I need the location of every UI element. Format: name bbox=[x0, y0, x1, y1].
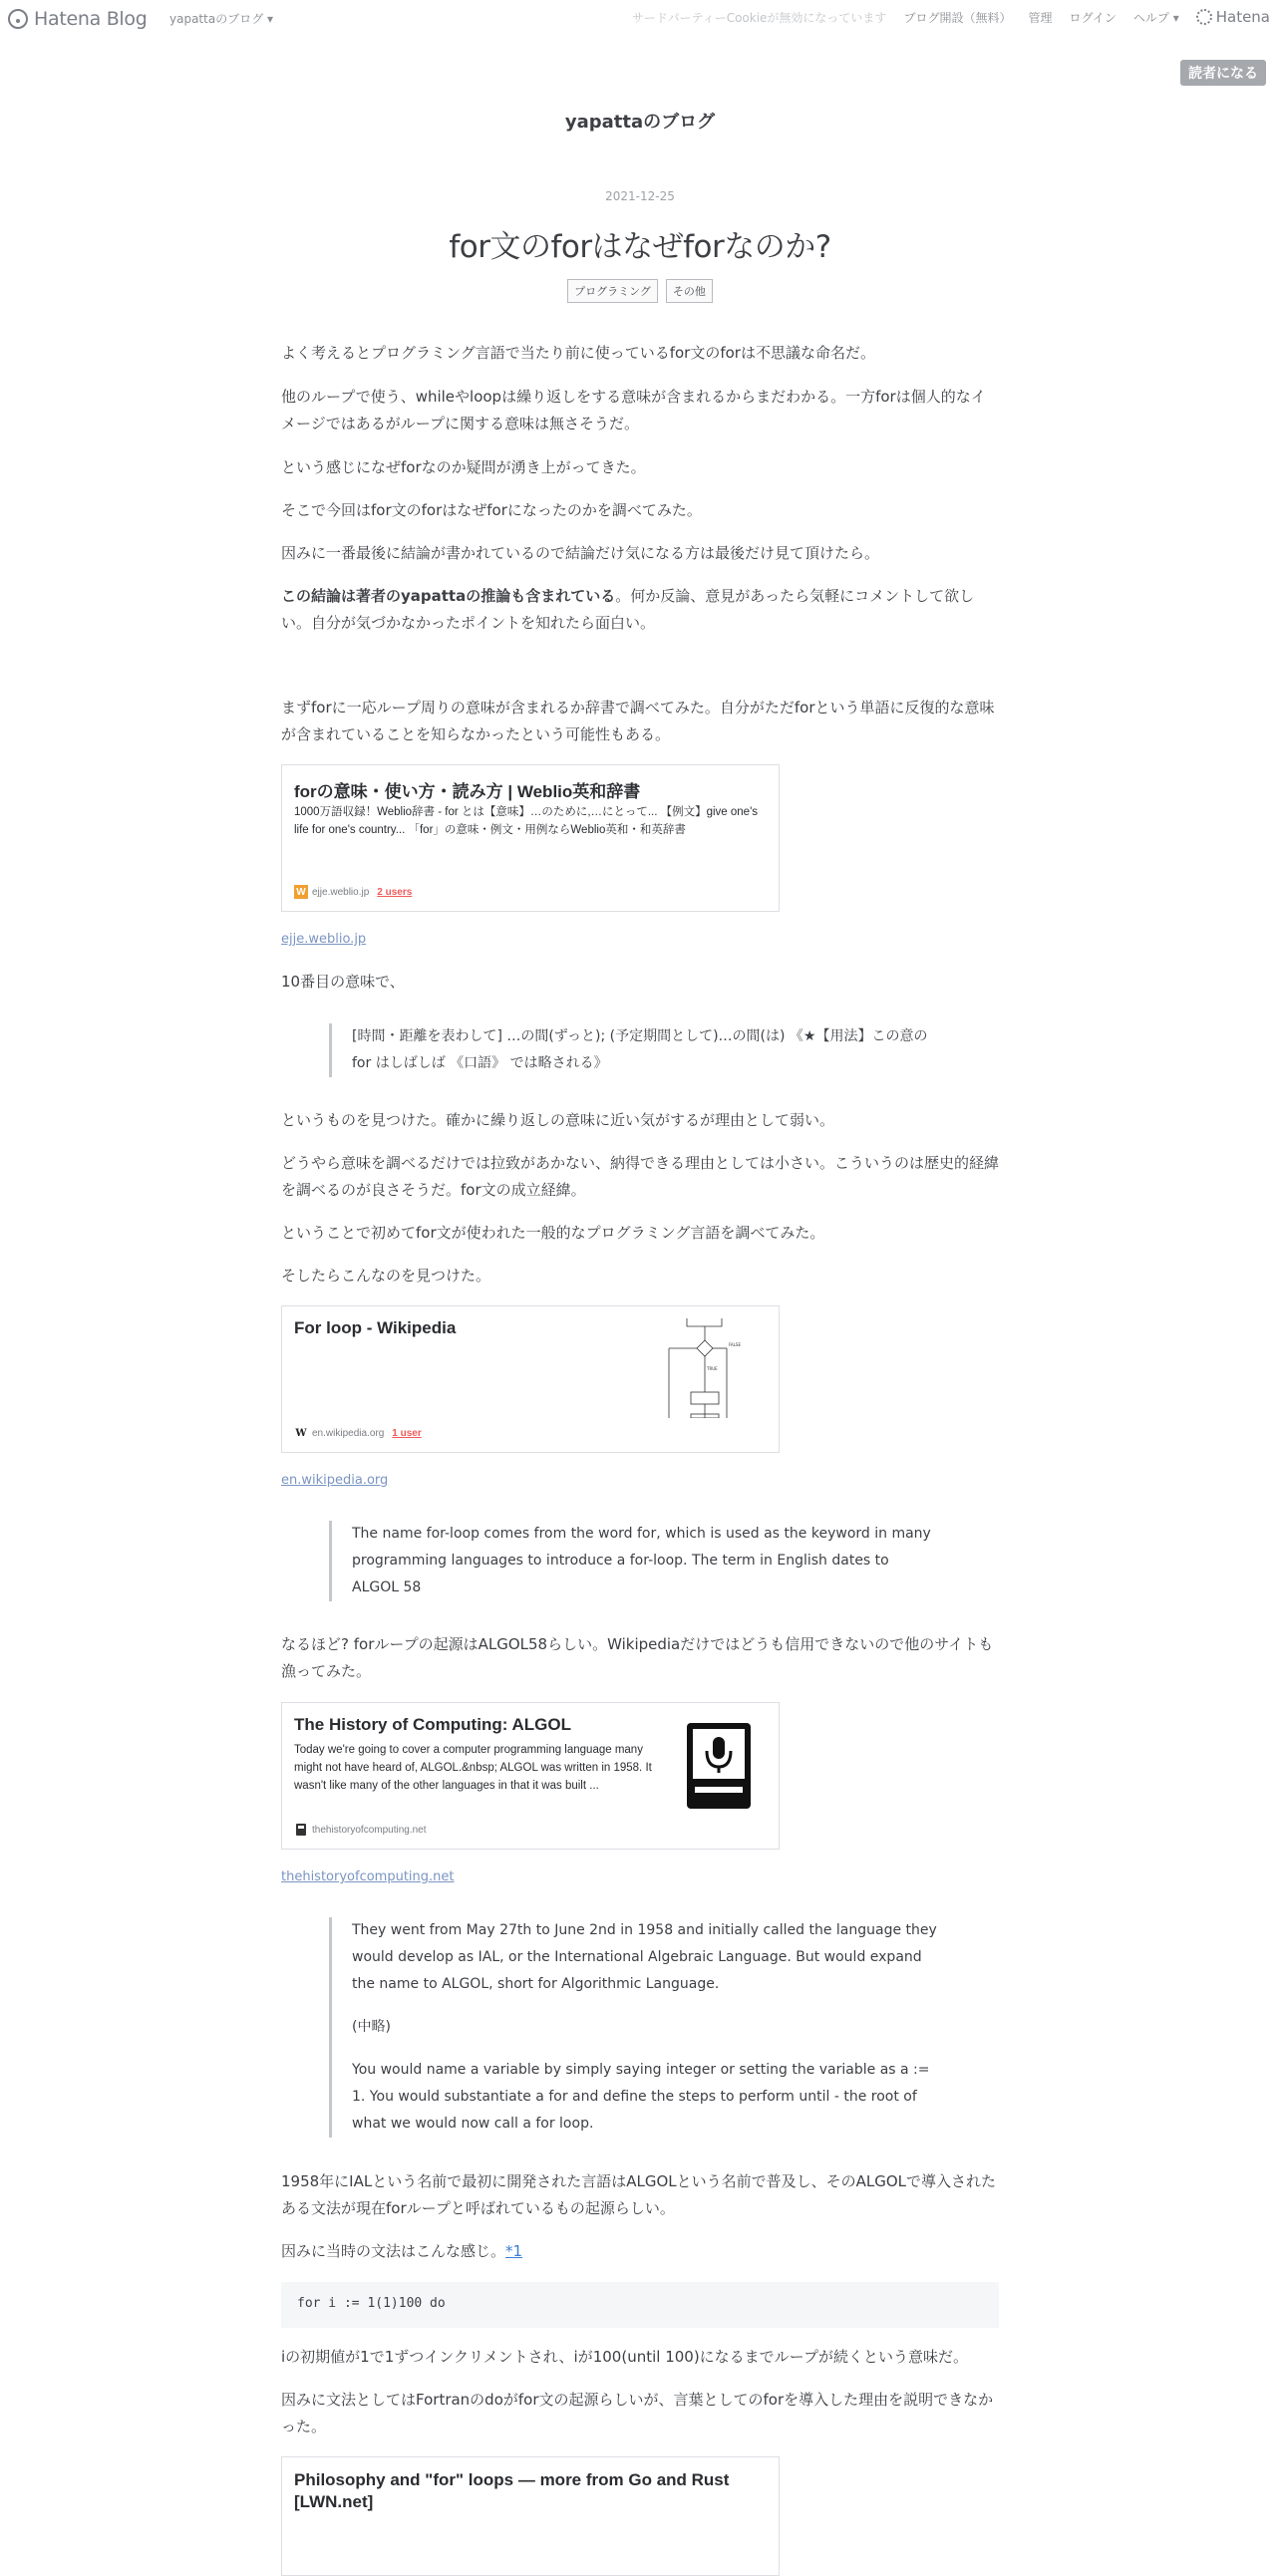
category-programming[interactable]: プログラミング bbox=[567, 279, 658, 303]
card-meta bbox=[294, 1426, 422, 1440]
bold-conclusion-note: この結論は著者のyapattaの推論も含まれている bbox=[281, 587, 616, 605]
blog-menu[interactable]: yapattaのブログ ▾ bbox=[169, 12, 274, 26]
help-menu[interactable]: ヘルプ ▾ bbox=[1132, 10, 1179, 25]
card-title[interactable]: forの意味・使い方・読み方 | Weblio英和辞書 bbox=[294, 782, 641, 801]
card-domain: en.wikipedia.org bbox=[312, 1427, 385, 1439]
blockquote bbox=[329, 1917, 937, 2138]
bookmark-users-count[interactable]: 1 user bbox=[392, 1427, 422, 1439]
hatena-blog-logo[interactable] bbox=[8, 6, 148, 32]
link-card-history-of-computing[interactable] bbox=[281, 1702, 780, 1850]
card-title[interactable]: For loop - Wikipedia bbox=[294, 1318, 457, 1337]
blog-title[interactable]: yapattaのブログ bbox=[564, 112, 716, 133]
paragraph: という感じになぜforなのか疑問が湧き上がってきた。 bbox=[281, 458, 646, 476]
quote-text: [時間・距離を表わして] …の間(ずっと); (予定期間として)…の間(は) 《★【用法】この意の for はしばしば 《口語》 では略される》 bbox=[352, 1028, 928, 1071]
link-card-lwn[interactable] bbox=[281, 2456, 780, 2576]
global-header bbox=[0, 0, 1280, 38]
code-block: for i := 1(1)100 do bbox=[281, 2282, 999, 2328]
source-link[interactable]: ejje.weblio.jp bbox=[281, 932, 367, 947]
subscribe-button[interactable]: 読者になる bbox=[1180, 60, 1266, 86]
card-title[interactable]: Philosophy and "for" loops — more from Go and Rust [LWN.net] bbox=[294, 2470, 730, 2511]
hatena-menu[interactable] bbox=[1196, 8, 1270, 26]
paragraph: まずforに一応ループ周りの意味が含まれるか辞書で調べてみた。自分がただforという単語に反復的な意味が含まれていることを知らなかったという可能性もある。 bbox=[281, 699, 995, 743]
card-meta bbox=[294, 885, 412, 899]
hatena-label: Hatena bbox=[1215, 8, 1270, 26]
quote-text: They went from May 27th to June 2nd in 1958 and initially called the language they would develop as IAL, or the International Algebraic Language. But would expand the name to ALGOL, short for Algorithmic Language. bbox=[352, 1922, 937, 1992]
paragraph: そこで今回はfor文のforはなぜforになったのかを調べてみた。 bbox=[281, 501, 702, 519]
paragraph: iの初期値が1で1ずつインクリメントされ、iが100(until 100)になるまでループが続くという意味だ。 bbox=[281, 2348, 968, 2366]
source-link[interactable]: en.wikipedia.org bbox=[281, 1473, 389, 1488]
paragraph: そしたらこんなのを見つけた。 bbox=[281, 1267, 491, 1285]
card-title[interactable]: The History of Computing: ALGOL bbox=[294, 1715, 571, 1734]
paragraph: というものを見つけた。確かに繰り返しの意味に近い気がするが理由として弱い。 bbox=[281, 1111, 835, 1129]
paragraph: 因みに文法としてはFortranのdoがfor文の起源らしいが、言葉としてのforを導入した理由を説明できなかった。 bbox=[281, 2391, 994, 2435]
card-description: Today we're going to cover a computer programming language many might not have heard of, ALGOL.&nbsp; ALGOL was written in 1958. It wasn't like many of the other languages in that it was built ... bbox=[294, 1744, 652, 1792]
podcast-microphone-thumbnail bbox=[687, 1723, 751, 1809]
paragraph: よく考えるとプログラミング言語で当たり前に使っているfor文のforは不思議な命名だ。 bbox=[281, 344, 875, 362]
entry-date[interactable]: 2021-12-25 bbox=[605, 189, 675, 203]
bookmark-users-count[interactable]: 2 users bbox=[377, 886, 413, 898]
entry-title[interactable]: for文のforはなぜforなのか? bbox=[449, 229, 831, 265]
quote-text: You would name a variable by simply saying integer or setting the variable as a := 1. You would substantiate a for and define the steps to perform until - the root of what we would now call a for loop. bbox=[352, 2062, 930, 2132]
paragraph bbox=[281, 2238, 999, 2265]
quote-text: (中略) bbox=[352, 2019, 391, 2035]
for-loop-flowchart-thumbnail bbox=[667, 1318, 751, 1418]
source-link[interactable]: thehistoryofcomputing.net bbox=[281, 1869, 455, 1884]
entry-categories bbox=[0, 279, 1280, 303]
card-domain: ejje.weblio.jp bbox=[312, 886, 370, 898]
hatena-icon bbox=[1196, 9, 1212, 25]
paragraph: どうやら意味を調べるだけでは拉致があかない、納得できる理由としては小さい。こういうのは歴史的経緯を調べるのが良さそうだ。for文の成立経緯。 bbox=[281, 1154, 1000, 1199]
svg-text:FALSE: FALSE bbox=[729, 1342, 741, 1347]
card-description: 1000万語収録！Weblio辞書 - for とは【意味】…のために,…にとって... 【例文】give one's life for one's country... 「for」の意味・例文・用例ならWeblio英和・和英辞書 bbox=[294, 806, 759, 836]
hatena-blog-logo-text: Hatena Blog bbox=[34, 8, 148, 30]
paragraph: 1958年にIALという名前で最初に開発された言語はALGOLという名前で普及し、そのALGOLで導入されたある文法が現在forループと呼ばれているもの起源らしい。 bbox=[281, 2172, 997, 2217]
link-card-weblio[interactable] bbox=[281, 764, 780, 912]
paragraph: ということで初めてfor文が使われた一般的なプログラミング言語を調べてみた。 bbox=[281, 1224, 825, 1242]
link-card-wikipedia[interactable] bbox=[281, 1305, 780, 1453]
blockquote bbox=[329, 1023, 937, 1077]
paragraph-text: 因みに当時の文法はこんな感じ。 bbox=[281, 2242, 506, 2260]
start-blog-link[interactable]: ブログ開設（無料） bbox=[903, 10, 1012, 25]
cookie-notice: サードパーティーCookieが無効になっています bbox=[631, 10, 887, 25]
hatena-blog-logo-icon bbox=[8, 9, 28, 29]
paragraph: 因みに一番最後に結論が書かれているので結論だけ気になる方は最後だけ見て頂けたら。 bbox=[281, 544, 880, 562]
footnote-link[interactable]: *1 bbox=[505, 2242, 523, 2260]
blockquote bbox=[329, 1521, 937, 1601]
card-meta bbox=[294, 1823, 427, 1837]
paragraph: 10番目の意味で、 bbox=[281, 973, 405, 991]
paragraph bbox=[281, 583, 999, 637]
login-link[interactable]: ログイン bbox=[1069, 10, 1117, 25]
weblio-favicon-icon: W bbox=[294, 885, 308, 899]
admin-link[interactable]: 管理 bbox=[1028, 10, 1053, 25]
paragraph: 他のループで使う、whileやloopは繰り返しをする意味が含まれるからまだわかる。一方forは個人的なイメージではあるがループに関する意味は無さそうだ。 bbox=[281, 388, 986, 432]
card-domain: thehistoryofcomputing.net bbox=[312, 1824, 427, 1836]
header-right-menu bbox=[632, 8, 1270, 26]
quote-text: The name for-loop comes from the word for, which is used as the keyword in many programming languages to introduce a for-loop. The term in English dates to ALGOL 58 bbox=[352, 1526, 931, 1595]
category-other[interactable]: その他 bbox=[666, 279, 713, 303]
book-favicon-icon bbox=[294, 1823, 308, 1837]
paragraph-rest: 。何か反論、意見があったら気軽にコメントして欲しい。自分が気づかなかったポイントを知れたら面白い。 bbox=[281, 587, 975, 632]
paragraph: なるほど? forループの起源はALGOL58らしい。Wikipediaだけではどうも信用できないので他のサイトも漁ってみた。 bbox=[281, 1635, 994, 1680]
wikipedia-favicon-icon: W bbox=[295, 1427, 307, 1439]
svg-text:TRUE: TRUE bbox=[707, 1366, 718, 1371]
